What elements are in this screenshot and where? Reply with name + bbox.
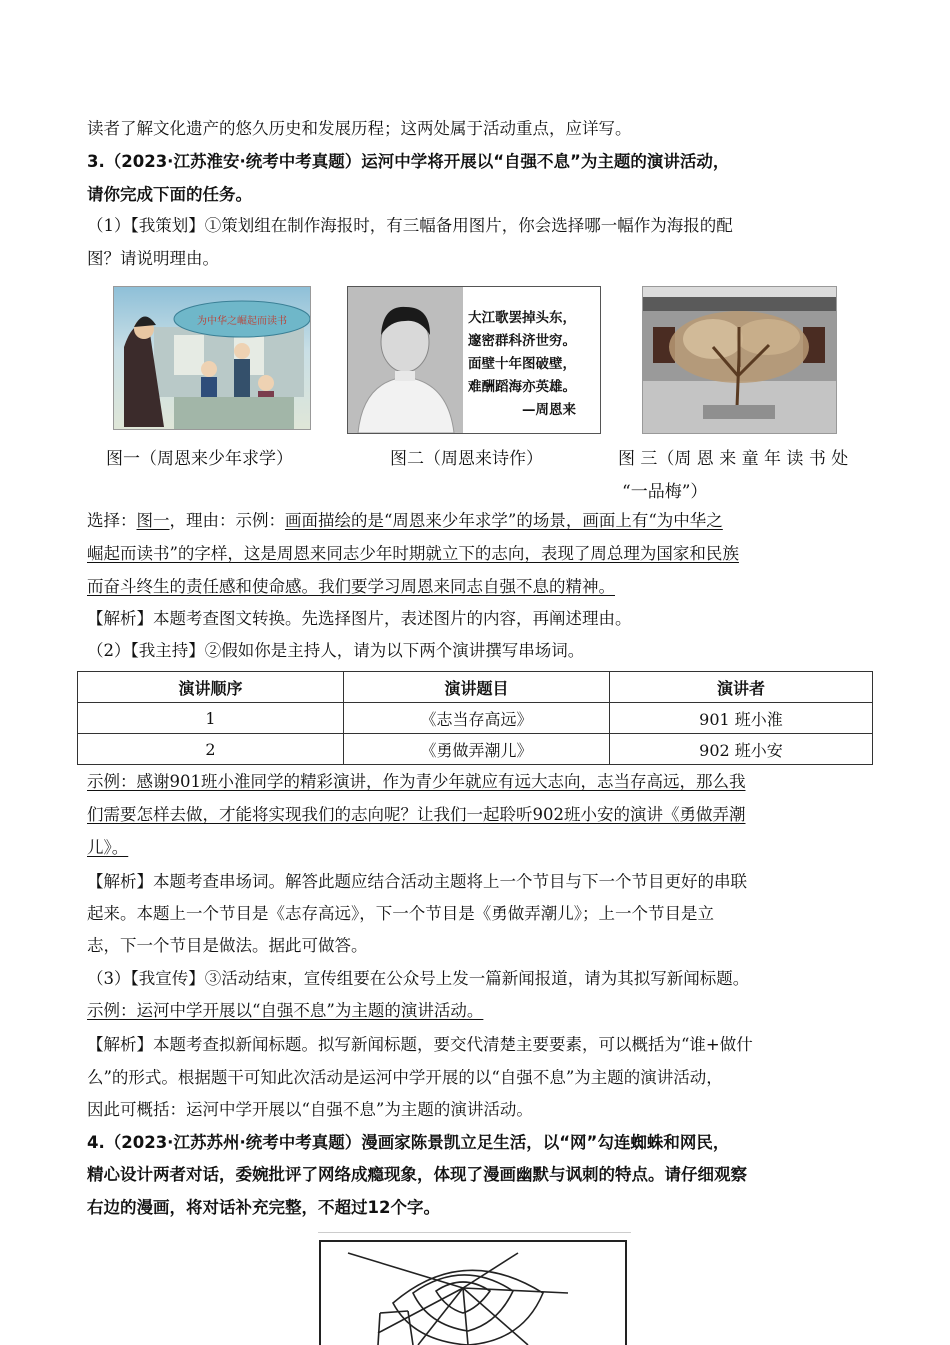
figure-3-image <box>642 286 837 434</box>
explanation-3-cont: 因此可概括：运河中学开展以“自强不息”为主题的演讲活动。 <box>87 1100 533 1119</box>
table-cell: 《勇做弄潮儿》 <box>344 734 610 765</box>
question-3-title-cont: 请你完成下面的任务。 <box>87 185 252 204</box>
answer-1-text-cont: 而奋斗终生的责任感和使命感。我们要学习周恩来同志自强不息的精神。 <box>87 577 615 596</box>
answer-3-text: 示例：运河中学开展以“自强不息”为主题的演讲活动。 <box>87 1001 484 1020</box>
question-4-title-cont: 精心设计两者对话，委婉批评了网络成瘾现象，体现了漫画幽默与讽刺的特点。请仔细观察 <box>87 1165 747 1184</box>
explanation-2-cont: 志，下一个节目是做法。据此可做答。 <box>87 936 368 955</box>
answer-1-prefix: 选择： <box>87 511 137 530</box>
explanation-2: 【解析】本题考查串场词。解答此题应结合活动主题将上一个节目与下一个节目更好的串联 <box>87 872 747 891</box>
explanation-3-cont: 么”的形式。根据题干可知此次活动是运河中学开展的以“自强不息”为主题的演讲活动， <box>87 1068 723 1087</box>
poem-line: 面壁十年图破壁， <box>468 356 576 372</box>
portrait-photo <box>348 287 463 433</box>
answer-1-line <box>87 510 723 532</box>
poem-author: —周恩来 <box>522 402 576 418</box>
explanation-2-cont: 起来。本题上一个节目是《志存高远》，下一个节目是《勇做弄潮儿》；上一个节目是立 <box>87 904 714 923</box>
figure-1-caption: 图一（周恩来少年求学） <box>106 449 293 469</box>
table-header-row <box>78 672 873 703</box>
table-row <box>78 703 873 734</box>
table-row <box>78 734 873 765</box>
figure-2-poem <box>468 307 576 422</box>
answer-1-text: 画面描绘的是“周恩来少年求学”的场景，画面上有“为中华之 <box>285 511 723 530</box>
table-cell: 1 <box>78 703 344 734</box>
table-cell: 902 班小安 <box>610 734 873 765</box>
question-4-title: 4.（2023·江苏苏州·统考中考真题）漫画家陈景凯立足生活，以“网”勾连蜘蛛和网民， <box>87 1133 730 1152</box>
figure-3-caption-cont: “一品梅”） <box>622 482 708 502</box>
question-3-title: 3.（2023·江苏淮安·统考中考真题）运河中学将开展以“自强不息”为主题的演讲活动， <box>87 152 730 171</box>
table-cell: 2 <box>78 734 344 765</box>
question-4-title-cont: 右边的漫画，将对话补充完整，不超过12个字。 <box>87 1198 440 1217</box>
table-header: 演讲顺序 <box>78 672 344 703</box>
table-cell: 《志当存高远》 <box>344 703 610 734</box>
plum-tree-courtyard <box>643 287 836 433</box>
part-3-prompt: （3）【我宣传】③活动结束，宣传组要在公众号上发一篇新闻报道，请为其拟写新闻标题。 <box>87 969 750 988</box>
text-line: 读者了解文化遗产的悠久历史和发展历程；这两处属于活动重点，应详写。 <box>87 119 632 138</box>
figure-1-illustration <box>114 287 310 429</box>
poem-line: 难酬蹈海亦英雄。 <box>468 379 576 395</box>
answer-1-choice: 图一 <box>136 511 170 530</box>
figure-1-banner: 为中华之崛起而读书 <box>197 316 287 327</box>
table-header: 演讲题目 <box>344 672 610 703</box>
answer-2-text: 示例：感谢901班小淮同学的精彩演讲，作为青少年就应有远大志向，志当存高远，那么我 <box>87 772 746 791</box>
part-1-prompt-cont: 图？请说明理由。 <box>87 249 219 268</box>
spider-web-drawing <box>318 1233 631 1345</box>
answer-2-text-cont: 们需要怎样去做，才能将实现我们的志向呢？让我们一起聆听902班小安的演讲《勇做弄潮 <box>87 805 746 824</box>
figure-3-caption: 图 三（周 恩 来 童 年 读 书 处 <box>618 449 849 469</box>
spider-web-cartoon <box>318 1232 631 1345</box>
answer-1-text-cont: 崛起而读书”的字样，这是周恩来同志少年时期就立下的志向，表现了周总理为国家和民族 <box>87 544 739 563</box>
figure-2-caption: 图二（周恩来诗作） <box>390 449 543 469</box>
figure-2-image <box>347 286 601 434</box>
table-header: 演讲者 <box>610 672 873 703</box>
speech-table <box>77 671 873 765</box>
figure-1-image <box>113 286 311 430</box>
part-2-prompt: （2）【我主持】②假如你是主持人，请为以下两个演讲撰写串场词。 <box>87 641 585 660</box>
table-cell: 901 班小淮 <box>610 703 873 734</box>
answer-1-mid: ，理由：示例： <box>169 511 285 530</box>
explanation-3: 【解析】本题考查拟新闻标题。拟写新闻标题，要交代清楚主要要素，可以概括为“谁+做什 <box>87 1035 753 1054</box>
answer-2-text-cont: 儿》。 <box>87 838 129 857</box>
poem-line: 邃密群科济世穷。 <box>468 333 576 349</box>
explanation-1: 【解析】本题考查图文转换。先选择图片，表述图片的内容，再阐述理由。 <box>87 609 632 628</box>
poem-line: 大江歌罢掉头东， <box>468 310 576 326</box>
part-1-prompt: （1）【我策划】①策划组在制作海报时，有三幅备用图片，你会选择哪一幅作为海报的配 <box>87 216 733 235</box>
